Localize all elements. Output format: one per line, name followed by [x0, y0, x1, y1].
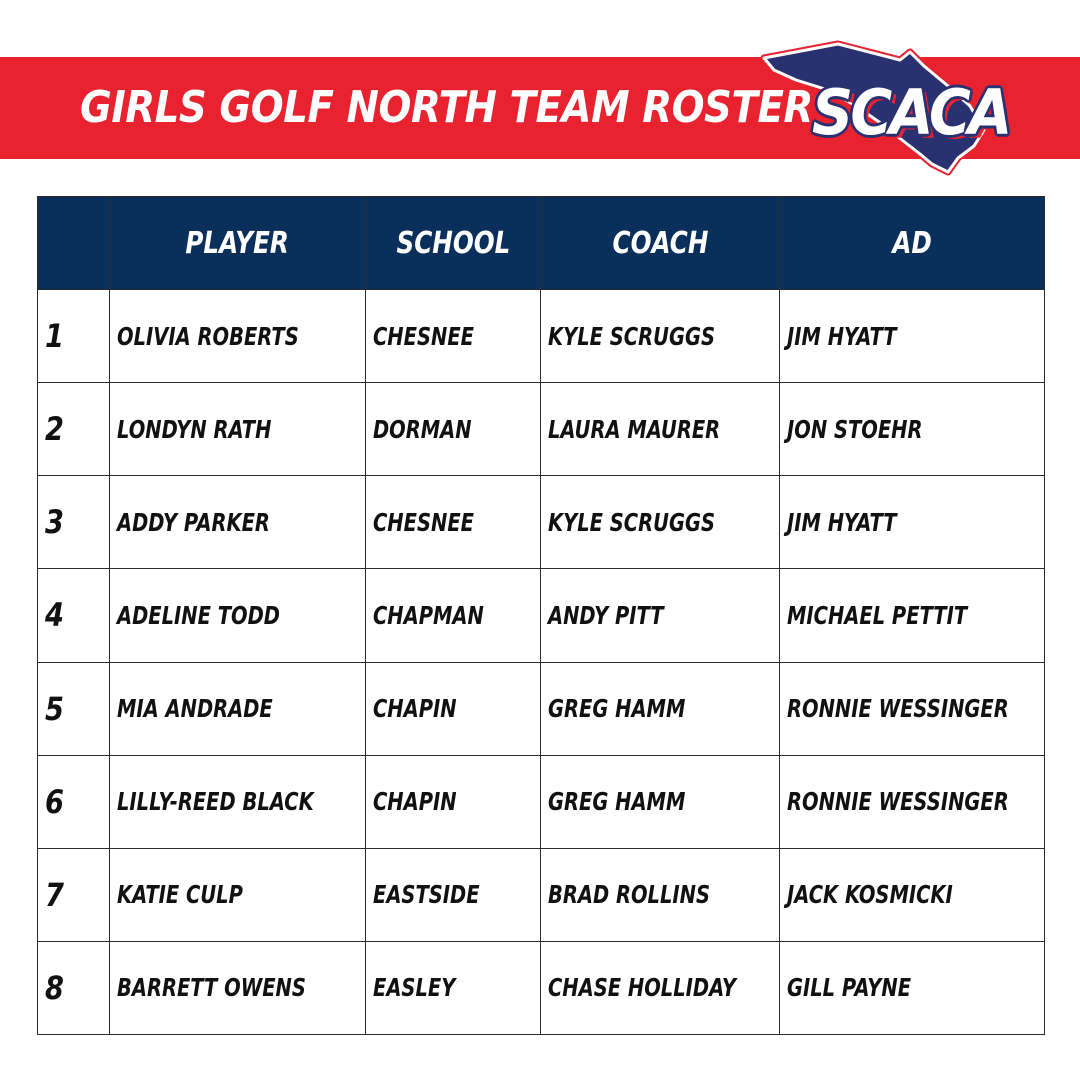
table-row: [38, 290, 1045, 383]
table-row: [38, 662, 1045, 755]
table-row: [38, 755, 1045, 848]
row-number: 5: [38, 662, 110, 755]
ad-cell: RONNIE WESSINGER: [780, 662, 1045, 755]
row-number: 4: [38, 569, 110, 662]
coach-cell: CHASE HOLLIDAY: [541, 941, 780, 1034]
table-row: [38, 569, 1045, 662]
player-cell: MIA ANDRADE: [110, 662, 366, 755]
player-cell: ADELINE TODD: [110, 569, 366, 662]
column-header-number: [38, 197, 110, 290]
table-row: [38, 848, 1045, 941]
ad-cell: JON STOEHR: [780, 383, 1045, 476]
ad-cell: MICHAEL PETTIT: [780, 569, 1045, 662]
school-cell: EASLEY: [366, 941, 541, 1034]
coach-cell: KYLE SCRUGGS: [541, 476, 780, 569]
row-number: 3: [38, 476, 110, 569]
row-number: 7: [38, 848, 110, 941]
player-cell: BARRETT OWENS: [110, 941, 366, 1034]
school-cell: CHAPMAN: [366, 569, 541, 662]
school-cell: CHAPIN: [366, 662, 541, 755]
player-cell: ADDY PARKER: [110, 476, 366, 569]
coach-cell: KYLE SCRUGGS: [541, 290, 780, 383]
table-row: [38, 383, 1045, 476]
player-cell: LONDYN RATH: [110, 383, 366, 476]
player-cell: OLIVIA ROBERTS: [110, 290, 366, 383]
ad-cell: JACK KOSMICKI: [780, 848, 1045, 941]
coach-cell: ANDY PITT: [541, 569, 780, 662]
school-cell: DORMAN: [366, 383, 541, 476]
row-number: 1: [38, 290, 110, 383]
table-row: [38, 476, 1045, 569]
coach-cell: GREG HAMM: [541, 755, 780, 848]
table-row: [38, 941, 1045, 1034]
ad-cell: RONNIE WESSINGER: [780, 755, 1045, 848]
column-header-ad: AD: [780, 197, 1045, 290]
ad-cell: JIM HYATT: [780, 476, 1045, 569]
player-cell: LILLY-REED BLACK: [110, 755, 366, 848]
school-cell: CHESNEE: [366, 290, 541, 383]
row-number: 2: [38, 383, 110, 476]
ad-cell: JIM HYATT: [780, 290, 1045, 383]
coach-cell: BRAD ROLLINS: [541, 848, 780, 941]
coach-cell: LAURA MAURER: [541, 383, 780, 476]
page-title: GIRLS GOLF NORTH TEAM ROSTER: [80, 82, 813, 133]
row-number: 6: [38, 755, 110, 848]
roster-table: [37, 196, 1045, 1035]
coach-cell: GREG HAMM: [541, 662, 780, 755]
school-cell: CHESNEE: [366, 476, 541, 569]
column-header-player: PLAYER: [110, 197, 366, 290]
school-cell: CHAPIN: [366, 755, 541, 848]
column-header-school: SCHOOL: [366, 197, 541, 290]
ad-cell: GILL PAYNE: [780, 941, 1045, 1034]
school-cell: EASTSIDE: [366, 848, 541, 941]
scaca-logo: [752, 36, 1042, 176]
column-header-coach: COACH: [541, 197, 780, 290]
logo-wordmark: SCACA: [812, 76, 1010, 149]
player-cell: KATIE CULP: [110, 848, 366, 941]
table-header-row: [38, 197, 1045, 290]
row-number: 8: [38, 941, 110, 1034]
